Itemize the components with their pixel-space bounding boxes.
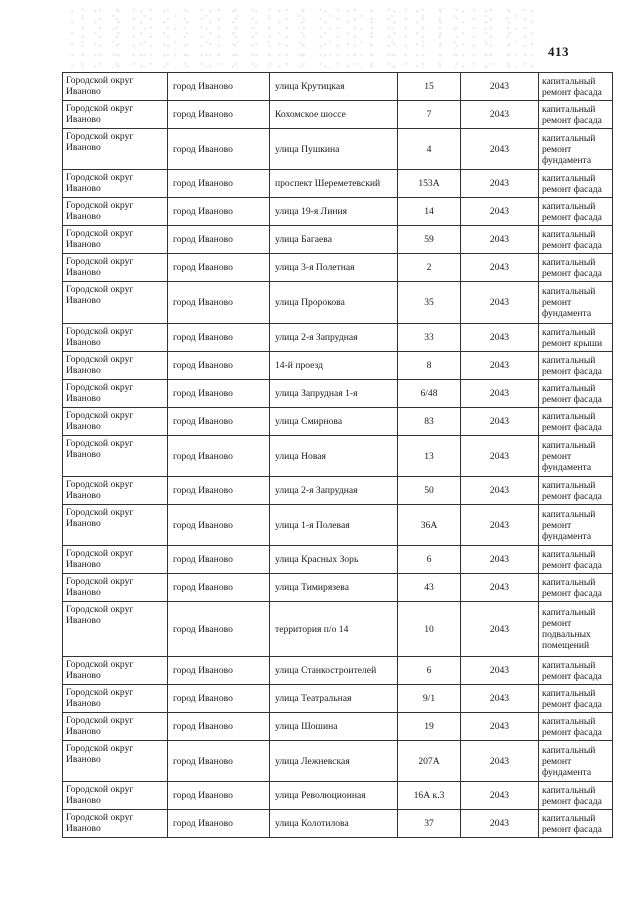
table-row	[63, 380, 613, 408]
table-row	[63, 282, 613, 324]
year-cell: 2043	[461, 226, 539, 254]
year-cell: 2043	[461, 810, 539, 838]
table-row	[63, 198, 613, 226]
house-number-cell: 13	[398, 436, 461, 477]
district-cell: Городской округ Иваново	[63, 282, 168, 324]
street-cell: улица Колотилова	[270, 810, 398, 838]
street-cell: улица Революционная	[270, 782, 398, 810]
scan-artifact	[70, 8, 540, 68]
street-cell: улица Тимирязева	[270, 574, 398, 602]
district-cell: Городской округ Иваново	[63, 254, 168, 282]
table-row	[63, 546, 613, 574]
work-type-cell: капитальный ремонт фасада	[539, 685, 613, 713]
work-type-cell: капитальный ремонт фасада	[539, 782, 613, 810]
street-cell: территория п/о 14	[270, 602, 398, 657]
street-cell: улица Театральная	[270, 685, 398, 713]
year-cell: 2043	[461, 129, 539, 170]
table-row	[63, 657, 613, 685]
house-number-cell: 10	[398, 602, 461, 657]
house-number-cell: 37	[398, 810, 461, 838]
work-type-cell: капитальный ремонт фасада	[539, 352, 613, 380]
table-row	[63, 782, 613, 810]
district-cell: Городской округ Иваново	[63, 657, 168, 685]
city-cell: город Иваново	[168, 198, 270, 226]
house-number-cell: 19	[398, 713, 461, 741]
year-cell: 2043	[461, 352, 539, 380]
district-cell: Городской округ Иваново	[63, 685, 168, 713]
district-cell: Городской округ Иваново	[63, 741, 168, 782]
district-cell: Городской округ Иваново	[63, 226, 168, 254]
district-cell: Городской округ Иваново	[63, 546, 168, 574]
year-cell: 2043	[461, 602, 539, 657]
city-cell: город Иваново	[168, 713, 270, 741]
city-cell: город Иваново	[168, 602, 270, 657]
work-type-cell: капитальный ремонт фундамента	[539, 282, 613, 324]
house-number-cell: 59	[398, 226, 461, 254]
year-cell: 2043	[461, 101, 539, 129]
district-cell: Городской округ Иваново	[63, 408, 168, 436]
street-cell: улица 2-я Запрудная	[270, 324, 398, 352]
table-row	[63, 505, 613, 546]
table-row	[63, 408, 613, 436]
city-cell: город Иваново	[168, 324, 270, 352]
year-cell: 2043	[461, 254, 539, 282]
district-cell: Городской округ Иваново	[63, 505, 168, 546]
district-cell: Городской округ Иваново	[63, 324, 168, 352]
house-number-cell: 2	[398, 254, 461, 282]
district-cell: Городской округ Иваново	[63, 574, 168, 602]
house-number-cell: 207А	[398, 741, 461, 782]
street-cell: 14-й проезд	[270, 352, 398, 380]
district-cell: Городской округ Иваново	[63, 477, 168, 505]
work-type-cell: капитальный ремонт фасада	[539, 477, 613, 505]
street-cell: улица Багаева	[270, 226, 398, 254]
district-cell: Городской округ Иваново	[63, 782, 168, 810]
table-row	[63, 436, 613, 477]
table-row	[63, 741, 613, 782]
house-number-cell: 33	[398, 324, 461, 352]
table-row	[63, 324, 613, 352]
work-type-cell: капитальный ремонт фундамента	[539, 741, 613, 782]
house-number-cell: 4	[398, 129, 461, 170]
year-cell: 2043	[461, 713, 539, 741]
house-number-cell: 15	[398, 73, 461, 101]
table-row	[63, 713, 613, 741]
house-number-cell: 9/1	[398, 685, 461, 713]
year-cell: 2043	[461, 741, 539, 782]
city-cell: город Иваново	[168, 436, 270, 477]
house-number-cell: 83	[398, 408, 461, 436]
table-row	[63, 226, 613, 254]
work-type-cell: капитальный ремонт фундамента	[539, 436, 613, 477]
work-type-cell: капитальный ремонт фасада	[539, 101, 613, 129]
street-cell: улица Лежневская	[270, 741, 398, 782]
house-number-cell: 153А	[398, 170, 461, 198]
repair-schedule-table	[62, 72, 613, 838]
table-row	[63, 602, 613, 657]
year-cell: 2043	[461, 408, 539, 436]
house-number-cell: 6	[398, 546, 461, 574]
city-cell: город Иваново	[168, 73, 270, 101]
year-cell: 2043	[461, 546, 539, 574]
street-cell: улица 2-я Запрудная	[270, 477, 398, 505]
city-cell: город Иваново	[168, 505, 270, 546]
work-type-cell: капитальный ремонт фасада	[539, 198, 613, 226]
city-cell: город Иваново	[168, 408, 270, 436]
work-type-cell: капитальный ремонт фасада	[539, 226, 613, 254]
table-row	[63, 352, 613, 380]
house-number-cell: 35	[398, 282, 461, 324]
year-cell: 2043	[461, 198, 539, 226]
district-cell: Городской округ Иваново	[63, 198, 168, 226]
street-cell: Кохомское шоссе	[270, 101, 398, 129]
year-cell: 2043	[461, 170, 539, 198]
work-type-cell: капитальный ремонт крыши	[539, 324, 613, 352]
year-cell: 2043	[461, 782, 539, 810]
year-cell: 2043	[461, 73, 539, 101]
district-cell: Городской округ Иваново	[63, 810, 168, 838]
house-number-cell: 6	[398, 657, 461, 685]
work-type-cell: капитальный ремонт фасада	[539, 380, 613, 408]
table-row	[63, 170, 613, 198]
street-cell: улица Новая	[270, 436, 398, 477]
table-row	[63, 73, 613, 101]
street-cell: улица Пророкова	[270, 282, 398, 324]
work-type-cell: капитальный ремонт фундамента	[539, 129, 613, 170]
city-cell: город Иваново	[168, 352, 270, 380]
street-cell: улица 19-я Линия	[270, 198, 398, 226]
district-cell: Городской округ Иваново	[63, 73, 168, 101]
house-number-cell: 36А	[398, 505, 461, 546]
work-type-cell: капитальный ремонт подвальных помещений	[539, 602, 613, 657]
year-cell: 2043	[461, 324, 539, 352]
street-cell: улица Красных Зорь	[270, 546, 398, 574]
city-cell: город Иваново	[168, 477, 270, 505]
page-number: 413	[548, 44, 569, 59]
year-cell: 2043	[461, 282, 539, 324]
street-cell: улица Пушкина	[270, 129, 398, 170]
city-cell: город Иваново	[168, 741, 270, 782]
district-cell: Городской округ Иваново	[63, 352, 168, 380]
district-cell: Городской округ Иваново	[63, 129, 168, 170]
table-row	[63, 574, 613, 602]
year-cell: 2043	[461, 380, 539, 408]
street-cell: улица Станкостроителей	[270, 657, 398, 685]
city-cell: город Иваново	[168, 657, 270, 685]
table-row	[63, 101, 613, 129]
work-type-cell: капитальный ремонт фасада	[539, 170, 613, 198]
table-row	[63, 685, 613, 713]
table-row	[63, 129, 613, 170]
work-type-cell: капитальный ремонт фасада	[539, 546, 613, 574]
street-cell: улица 3-я Полетная	[270, 254, 398, 282]
year-cell: 2043	[461, 685, 539, 713]
work-type-cell: капитальный ремонт фасада	[539, 254, 613, 282]
street-cell: улица Крутицкая	[270, 73, 398, 101]
district-cell: Городской округ Иваново	[63, 170, 168, 198]
year-cell: 2043	[461, 574, 539, 602]
work-type-cell: капитальный ремонт фасада	[539, 657, 613, 685]
city-cell: город Иваново	[168, 810, 270, 838]
district-cell: Городской округ Иваново	[63, 713, 168, 741]
city-cell: город Иваново	[168, 546, 270, 574]
work-type-cell: капитальный ремонт фасада	[539, 713, 613, 741]
street-cell: проспект Шереметевский	[270, 170, 398, 198]
street-cell: улица Шошина	[270, 713, 398, 741]
house-number-cell: 16А к.3	[398, 782, 461, 810]
house-number-cell: 8	[398, 352, 461, 380]
work-type-cell: капитальный ремонт фундамента	[539, 505, 613, 546]
street-cell: улица 1-я Полевая	[270, 505, 398, 546]
city-cell: город Иваново	[168, 254, 270, 282]
city-cell: город Иваново	[168, 170, 270, 198]
city-cell: город Иваново	[168, 101, 270, 129]
street-cell: улица Запрудная 1-я	[270, 380, 398, 408]
year-cell: 2043	[461, 436, 539, 477]
district-cell: Городской округ Иваново	[63, 380, 168, 408]
table-body	[63, 73, 613, 838]
city-cell: город Иваново	[168, 782, 270, 810]
year-cell: 2043	[461, 657, 539, 685]
house-number-cell: 7	[398, 101, 461, 129]
district-cell: Городской округ Иваново	[63, 602, 168, 657]
street-cell: улица Смирнова	[270, 408, 398, 436]
city-cell: город Иваново	[168, 685, 270, 713]
work-type-cell: капитальный ремонт фасада	[539, 73, 613, 101]
table-row	[63, 477, 613, 505]
year-cell: 2043	[461, 505, 539, 546]
city-cell: город Иваново	[168, 282, 270, 324]
year-cell: 2043	[461, 477, 539, 505]
work-type-cell: капитальный ремонт фасада	[539, 408, 613, 436]
work-type-cell: капитальный ремонт фасада	[539, 810, 613, 838]
house-number-cell: 50	[398, 477, 461, 505]
house-number-cell: 6/48	[398, 380, 461, 408]
table-row	[63, 254, 613, 282]
house-number-cell: 14	[398, 198, 461, 226]
district-cell: Городской округ Иваново	[63, 436, 168, 477]
house-number-cell: 43	[398, 574, 461, 602]
city-cell: город Иваново	[168, 226, 270, 254]
district-cell: Городской округ Иваново	[63, 101, 168, 129]
table-row	[63, 810, 613, 838]
city-cell: город Иваново	[168, 574, 270, 602]
city-cell: город Иваново	[168, 129, 270, 170]
city-cell: город Иваново	[168, 380, 270, 408]
work-type-cell: капитальный ремонт фасада	[539, 574, 613, 602]
